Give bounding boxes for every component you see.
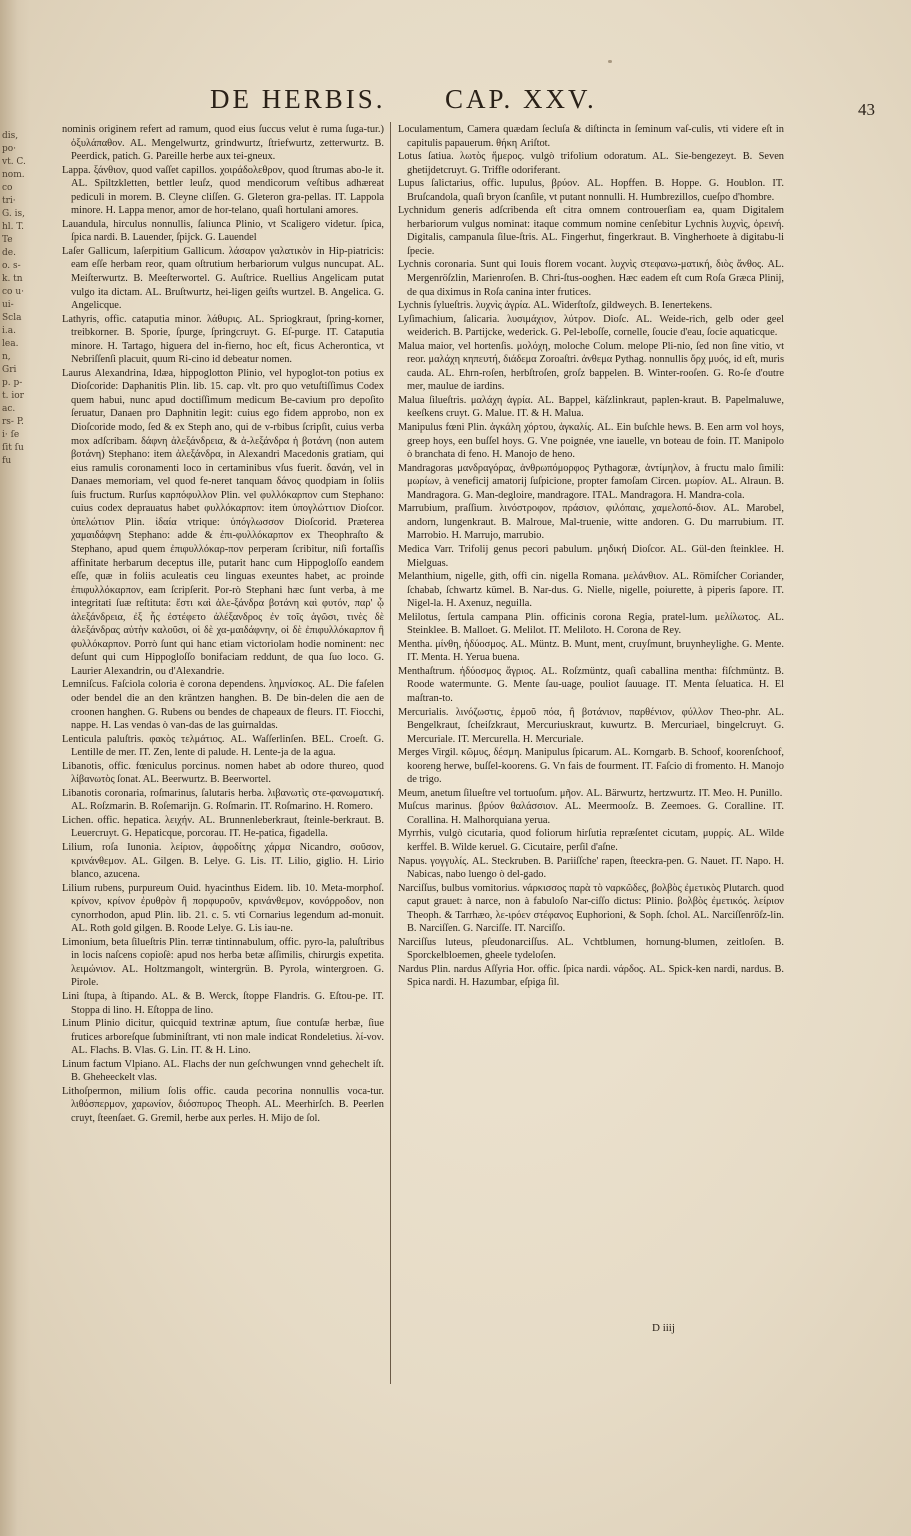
dictionary-entry: Muſcus marinus. βρύον θαλάσσιον. AL. Meermooſz. B. Zeemoes. G. Coralline. IT. Corallina. H. Malhorquiana yerua. [398, 801, 784, 826]
dictionary-entry: Lappa. ξάνθιον, quod vaſſet capillos. χοιράδολεθρον, quod ſtrumas abo-le it. AL. Spiltzkletten, bettler leuſz, quod mendicorum veſtibus adhæreat pediculi in morem. B. Cleyne cliſſen. G. Gleteron gra-pellas. IT. Lappola minore. H. Lappa menor, amor de hor-telano, quaſi hortulani amores. [62, 164, 384, 217]
header-title-right: CAP. XXV. [445, 84, 597, 114]
dictionary-entry: Marrubium, praſſium. λινόστροφον, πράσιον, φιλόπαις, χαμελοπό-διον. AL. Marobel, andorn, lungenkraut. B. Malroue, Mal-truenie, witte andoren. G. Du marrubium. IT. Marrobio. H. Marrujo, marrubio. [398, 503, 784, 542]
dictionary-entry: Libanotis, offic. fœniculus porcinus. nomen habet ab odore thureo, quod λίβανωτὸς ſonat. AL. Beerwurtz. B. Beerwortel. [62, 760, 384, 786]
dictionary-entry: Lenticula paluſtris. φακὸς τελμάτιος. AL. Waſſerlinſen. BEL. Croeſt. G. Lentille de mer. IT. Zen, lente di palude. H. Lente-ja de la agua. [62, 733, 384, 759]
dictionary-entry: Narciſſus luteus, pſeudonarciſſus. AL. Vchtblumen, hornung-blumen, zeitloſen. B. Sporckelbloemen, gheele tydeloſen. [398, 936, 784, 962]
dictionary-entry: Libanotis coronaria, roſmarinus, ſalutaris herba. λιβανωτὶς στε-φανωματική. AL. Roſzmarin. B. Roſemarijn. G. Roſmarin. IT. Roſmarino. H. Romero. [62, 787, 384, 813]
dictionary-entry: Manipulus fœni Plin. ἀγκάλη χόρτου, ἀγκαλίς. AL. Ein buſchle hews. B. Een arm vol hoys, greep hoys, een buſſel hoys. G. Vne poignée, vne iauelle, vn boteau de foin. IT. Manipolo ò branchata di feno. H. Manojo de heno. [398, 422, 784, 461]
dictionary-entry: Lemniſcus. Faſciola coloria è corona dependens. λημνίσκος. AL. Die faſelen oder bendel die an den kräntzen hanghen. B. De bin-delen die aen de croonen hanghen. G. Rubens ou bendes de chapeaux de fleurs. IT. Fiocchi, nappe. H. Las vendas ò van-das de las guirnaldas. [62, 679, 384, 732]
dictionary-entry: Mercurialis. λινόζωστις, ἑρμοῦ πόα, ἢ βοτάνιον, παρθένιον, φύλλον Theo-phr. AL. Bengelkraut, ſcheiſzkraut, Mercuriuskraut, kuwurtz. B. Mercuriael, bingelcruyt. G. Mercuriale. IT. Mercurella. H. Mercuriale. [398, 706, 784, 745]
dictionary-entry: Melilotus, ſertula campana Plin. officinis corona Regia, pratel-lum. μελίλωτος. AL. Steinklee. B. Malloet. G. Melilot. IT. Meliloto. H. Corona de Rey. [398, 611, 784, 637]
dictionary-entry: Napus. γογγυλίς. AL. Steckruben. B. Pariiſſche' rapen, ſteeckra-pen. G. Nauet. IT. Napo. H. Nabicas, nabo luengo ò del-gado. [398, 855, 784, 881]
dictionary-entry: nominis originem refert ad ramum, quod eius ſuccus velut è ruma ſuga-tur.) ὀξυλάπαθον. AL. Mengelwurtz, grindwurtz, ſtriefwurtz, zetterwurtz. B. Peerdick, patich. G. Pareille herbe aux tei-gneux. [62, 124, 384, 163]
dictionary-entry: Lilium rubens, purpureum Ouid. hyacinthus Eidem. lib. 10. Meta-morphoſ. κρίνον, κρίνον ἐρυθρὸν ἢ πορφυροῦν, κρινάνθεμον, κονόρροδον, non cynorrhodon, apud Plin. lib. 21. c. 5. vti Cornarius legendum ad-monuit. AL. Roth gold gilgen. B. Roode Lelye. G. Lis iau-ne. [62, 882, 384, 935]
dictionary-entry: Meum, anetum ſilueſtre vel tortuoſum. μῆον. AL. Bärwurtz, hertzwurtz. IT. Meo. H. Punillo. [398, 787, 783, 799]
header-title-left: DE HERBIS. [210, 84, 386, 114]
right-column [398, 123, 784, 1363]
dictionary-entry: Lychnis ſylueſtris. λυχνὶς ἀγρία. AL. Widerſtoſz, gildweych. B. Ienertekens. [398, 300, 713, 312]
running-header [210, 84, 597, 115]
dictionary-entry: Lichen. offic. hepatica. λειχήν. AL. Brunnenleberkraut, ſteinle-berkraut. B. Leuercruyt. G. Hepaticque, porcorau. IT. He-patica, figadella. [62, 814, 384, 840]
dictionary-entry: Lithoſpermon, milium ſolis offic. cauda pecorina nonnullis voca-tur. λιθόσπερμον, χαρωνίον, διόσπυρος Theoph. AL. Meerhirſch. B. Peerlen cruyt, ſteenſaet. G. Gremil, herbe aux perles. H. Mijo de ſol. [62, 1085, 384, 1124]
dictionary-entry: Lilium, roſa Iunonia. λείριον, ἀφροδίτης χάρμα Nicandro, σοῦσον, κρινάνθεμον. AL. Gilgen. B. Lelye. G. Lis. IT. Lilio, giglio. H. Lirio blanco, azucena. [62, 841, 384, 881]
dictionary-entry: Narciſſus, bulbus vomitorius. νάρκισσος παρὰ τὸ ναρκῶδες, βολβὸς ἐμετικὸς Plutarch. quod caput grauet: à narce, non à fabuloſo Nar-ciſſo dictus: Plinio. βολβὸς ἐμετικός. λείριον Theoph. & Tarrhæo, λε-ιρόεν στέφανος Euphorioni, & Soph. ſchol. AL. Narciſſenröſz-lin. B. Narciſſen. G. Narciſſe. IT. Narciſſo. [398, 882, 784, 935]
dictionary-entry: Linum factum Vlpiano. AL. Flachs der nun geſchwungen vnnd gehechelt iſt. B. Gheheeckelt vlas. [62, 1058, 384, 1084]
dictionary-entry: Lyſimachium, ſalicaria. λυσιμάχιον, λύτρον. Dioſc. AL. Weide-rich, gelb oder geel weiderich. B. Partijcke, wederick. G. Pel-leboſſe, cornelle, ſoucie d'eau, ſocie aquaticque. [398, 313, 784, 339]
dictionary-entry: Myrrhis, vulgò cicutaria, quod foliorum hirſutia repræſentet cicutam, μυρρίς. AL. Wilde kerffel. B. Wilde keruel. G. Cicutaire, perſil d'aſne. [398, 828, 784, 853]
dictionary-entry: Nardus Plin. nardus Aſſyria Hor. offic. ſpica nardi. νάρδος. AL. Spick-ken nardi, nardus. B. Spica nardi. H. Hazumbar, eſpiga ſil. [398, 963, 784, 989]
paper-blemish [608, 60, 612, 63]
left-column [62, 123, 384, 1388]
dictionary-entry: Mentha. μίνθη, ἡδύοσμος. AL. Müntz. B. Munt, ment, cruyſmunt, bruynheylighe. G. Mente. IT. Menta. H. Yerua buena. [398, 638, 784, 664]
dictionary-entry: Melanthium, nigelle, gith, offi cin. nigella Romana. μελάνθιον. AL. Römiſcher Coriander, ſchabab, ſchwartz kümel. B. Nar-dus. G. Nielle, nigelle, poiurette, à piperis ſapore. IT. Nigel-la. H. Axenuz, neguilla. [398, 571, 784, 610]
dictionary-entry: Lychnis coronaria. Sunt qui Iouis florem vocant. λυχνὶς στεφανω-ματική, διὸς ἄνθος. AL. Mergenröſzlin, Marienroſen. B. Chri-ſtus-ooghen. Hæc eadem eſt cum Roſa Græca Plinij, de qua diximus in Roſa canina inter frutices. [398, 259, 784, 298]
dictionary-entry: Merges Virgil. κῶμυς, δέσμη. Manipulus ſpicarum. AL. Korngarb. B. Schoof, koorenſchoof, kooreng herwe, buſſel-koorens. G. Vn fais de fourment. IT. Faſcio di fromento. H. Manojo de trigo. [398, 747, 784, 786]
page-number: 43 [858, 100, 875, 119]
dictionary-entry: Lupus ſalictarius, offic. lupulus, βρύον. AL. Hopffen. B. Hoppe. G. Houblon. IT. Bruſcandola, quaſi bryon ſcanſile, vt putant nonnulli. H. Humbrezillos, cueſpo d'hombre. [398, 178, 784, 203]
dictionary-entry: Linum Plinio dicitur, quicquid textrinæ aptum, ſiue contuſæ herbæ, ſiue frutices arboreſque ſubminiſtrant, vti non male indicat Rondeletius. λί-νον. AL. Flachs. B. Vlas. G. Lin. IT. & H. Lino. [62, 1018, 384, 1057]
dictionary-entry: Menthaſtrum. ἡδύοσμος ἄγριος. AL. Roſzmüntz, quaſi caballina mentha: fiſchmüntz. B. Roode watermunte. G. Mente ſau-uage, pouliot ſauuage. IT. Menta ſeluatica. H. El maſtran-to. [398, 665, 784, 704]
dictionary-entry: Lini ſtupa, à ſtipando. AL. & B. Werck, ſtoppe Flandris. G. Eſtou-pe. IT. Stoppa di lino. H. Eſtoppa de lino. [62, 991, 384, 1016]
binding-gutter [0, 0, 30, 1536]
dictionary-entry: Lotus ſatiua. λωτὸς ἥμερος. vulgò trifolium odoratum. AL. Sie-bengezeyt. B. Seven ghetijdetcruyt. G. Triffle odoriferant. [398, 151, 784, 176]
facing-page-edge-text: dis, po· vt. C. nom. co tri· G. is, hl. T. Te de. o. s- k. tn co u· ui- Scla i.a. lea. n, Gri p. p- t. ior ac. rs- P. i· ſe ſit ſu fu [2, 131, 26, 466]
dictionary-entry: Lathyris, offic. cataputia minor. λάθυρις. AL. Spriogkraut, ſpring-korner, treibkorner. B. Sporie, ſpurge, ſpringcruyt. G. Eſ-purge. IT. Cataputia minore. H. Tartago, higuera del in-fierno, hoc eſt, ficus Acherontica, vt Nebriſſenſi placuit, quum Ri-cino id debeatur nomen. [62, 313, 384, 366]
dictionary-entry: Laurus Alexandrina, Idæa, hippoglotton Plinio, vel hypoglot-ton potius ex Dioſcoride: Daphanitis Plin. lib. 15. cap. vlt. pro quo vetuſtiſſimus Codex quem habui, nunc apud doctiſſimum medicum Be-cavium pro depoſito ſeruatur, Danaen pro Daphnitin legit: cuius ego fidem approbo, non ex Dioſcoride modo, ſed & ex Steph ano, qui de v-rbibus ſcripſit, cuius verba mox adſcribam. δάφνη ἀλεξάνδρεια, & ἀ-λεξάνδρα ἡ βοτάνη (non autem βοτάνη) Stephano: item ἀλεξάνδρα, in Alexandri Macedonis gratiam, qui eius ramulis coronamenti loco in certaminibus vſus fuerit. δανάη, vel in Danaes memoriam, vel quod fe-neret tanquam δάνος quodpiam in ſoliis ſuis fructum. Rurſus καρπόφυλλον Plin. vel φυλλόκαρπον cum Stephano: cuius codex deprauatus habet φυλλόκαρπον: item ὑπογλώττιον Dioſcor. ὑπελώτιον Plin. ἰδαία vtrique: ὑπόγλωσσον Dioſcorid. Præterea χαμαιδάφνη Stephano: adde & ἐπι-φυλλόκαρπον ex Theophraſto & Stephano, apud quem ἐπιφυλλόκαρ-πον perperam ſcribitur, niſi fortaſſis affinitate herbarum deceptus ille, putarit hanc cum Hippogloſſo eandem eſſe, quæ in foliis aculeatis ceu linguas exeuntes habet, ac proinde ἐπιφυλλόκαρπον, eam ſcripſerit. Por-rò Stephani hæc ſunt verba, à me integritati ſuæ reſtituta: ἔστι καὶ ἀλε-ξάνδρα βοτάνη καὶ φυτόν, παρ' ᾧ ἀλεξάνδρεια, ἐξ ἧς ἐστέφετο ἀλέξανδρος ἐν τοῖς ἀγῶσι, τινὲς δὲ ἀλεξάνδρας αὐτὴν καλοῦσι, οἱ δὲ χα-μαιδάφνην, οἱ δὲ ἐπιφυλλόκαρπον ἢ φυλλόκαρπον. Porrò ſunt qui hanc etiam victoriolam hodie nominent: nec deſunt qui cum Hippogloſſo bonifaciam reddunt, de qua ſuo loco. G. Laurier Alexandrin, ou d'Alexandrie. [62, 367, 384, 677]
dictionary-entry: Limonium, beta ſilueſtris Plin. terræ tintinnabulum, offic. pyro-la, paluſtribus in locis naſcens copioſè: apud nos herba betæ aſſimilis, chirurgis expetita. λειμώνιον. AL. Holtzmangolt, wintergrün. B. Pyrola, wintergroen. G. Pirole. [62, 936, 384, 989]
column-divider [390, 122, 391, 1384]
dictionary-entry: Malua ſilueſtris. μαλάχη ἀγρία. AL. Bappel, käſzlinkraut, paplen-kraut. B. Papelmaluwe, keeſkens cruyt. G. Malue. IT. & H. Malua. [398, 394, 784, 420]
dictionary-entry: Mandragoras μανδραγόρας, ἀνθρωπόμορφος Pythagoræ, ἀντίμηλον, à fructu malo ſimili: μωρίων, à veneficij amatorij ſuſpicione, propter famoſam Circen. μωρίον. AL. Alraun. B. Mandragora. G. Man-degloire, mandragore. ITAL. Mandragora. H. Mandra-cola. [398, 462, 784, 501]
dictionary-entry: Lychnidum generis adſcribenda eſt citra omnem controuerſiam ea, quam Digitalem herbariorum vulgus nominat: itaque commum nomine cenſebitur Lychnis λυχνὶς, ὀρεινή. Digitalis, campanula ſilue-ſtris. AL. Fingerhut, fingerkraut. B. Vingherhoete à digitabu-li ſpecie. [398, 205, 784, 257]
dictionary-entry: Loculamentum, Camera quædam ſecluſa & diſtincta in ſeminum vaſ-culis, vti videre eſt in capitulis papauerum. θήκη Ariſtot. [398, 124, 784, 149]
dictionary-entry: Medica Varr. Trifolij genus pecori pabulum. μηδική Dioſcor. AL. Gül-den ſteinklee. H. Mielguas. [398, 543, 784, 569]
dictionary-entry: Lauandula, hirculus nonnullis, ſaliunca Plinio, vt Scaligero videtur. ſpica, ſpica nardi. B. Lauender, ſpijck. G. Lauendel [62, 218, 384, 244]
dictionary-entry: Laſer Gallicum, laſerpitium Gallicum. λάσαρον γαλατικὸν in Hip-piatricis: eam eſſe herbam reor, quam oſtrutium herbariorum vulgus nuncupat. AL. Meiſterwurtz. B. Meeſterwortel. G. Auſtrice. Ruellius Angelicam putat vulgo ita dictam. AL. Bruſtwurtz, hei-ligen geiſts wurtzel. B. Angelica. G. Angelicque. [62, 245, 384, 312]
signature-mark: D iiij [652, 1322, 675, 1334]
dictionary-entry: Malua maior, vel hortenſis. μολόχη, moloche Colum. melope Pli-nio, ſed non ſine vitio, vt reor. μαλάχη κηπευτή, διάδεμα Zoroaſtri. ἀνθεμα Pythag. nonnullis ὄρχ μυός, id eſt, muris cauda. AL. Ehrn-roſen, herbſtroſen, groſz bappelen. B. Winter-rooſen. G. Ro-ſe d'outre mer, maulue de iardins. [398, 340, 784, 393]
